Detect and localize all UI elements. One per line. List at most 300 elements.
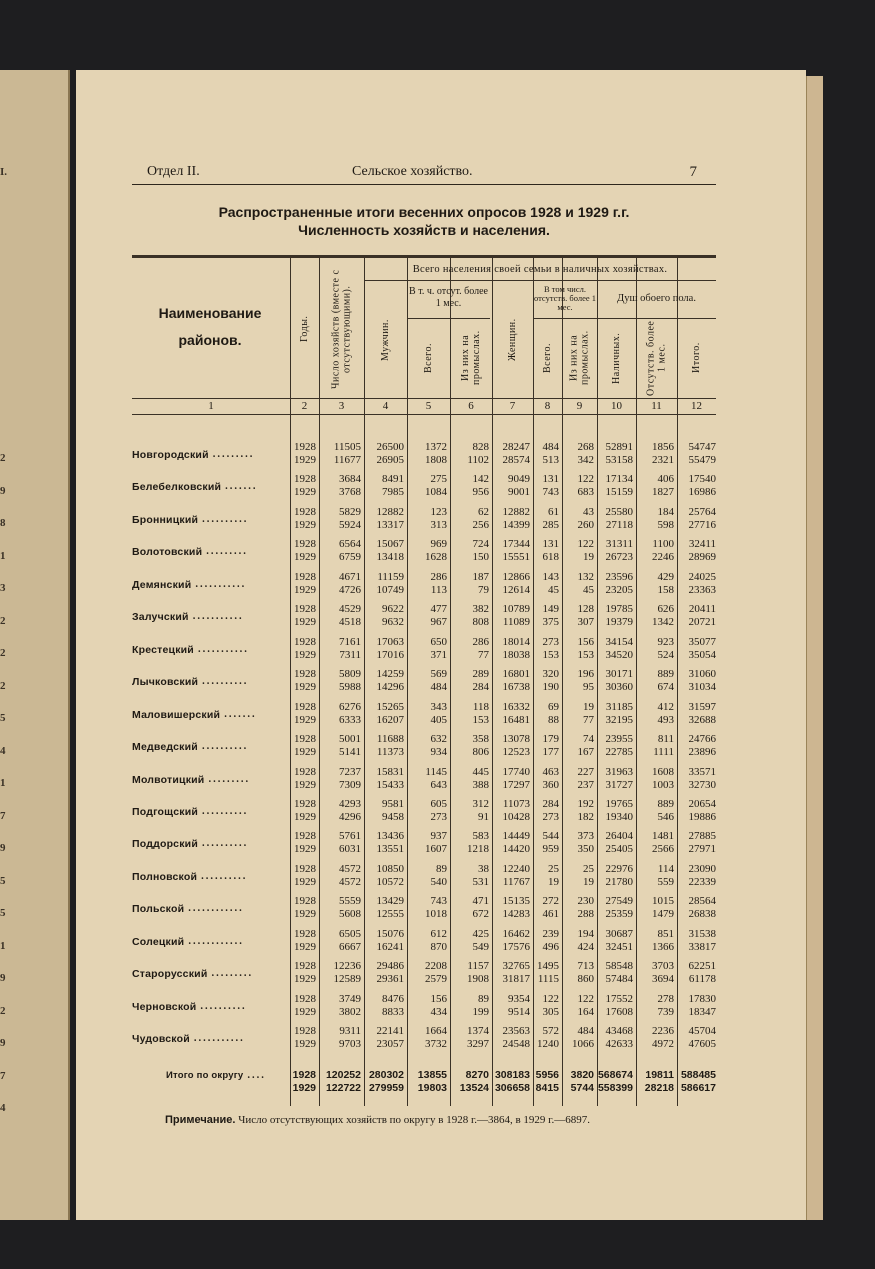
value-cell: 1018 xyxy=(425,908,447,921)
year-cell: 1929 xyxy=(294,973,316,986)
value-cell: 7161 xyxy=(339,635,361,648)
value-cell: 320 xyxy=(542,668,559,681)
value-cell: 496 xyxy=(542,940,559,953)
left-page-mark: 2 xyxy=(0,647,6,659)
value-cell: 177 xyxy=(542,746,559,759)
value-cell: 33817 xyxy=(688,940,716,953)
value-cell: 406 xyxy=(657,473,674,486)
value-cell: 9311 xyxy=(339,1025,361,1038)
value-cell: 25580 xyxy=(605,505,633,518)
value-cell: 179 xyxy=(542,733,559,746)
leader-dots: .......... xyxy=(201,870,248,882)
value-cell: 6759 xyxy=(339,551,361,564)
value-cell: 11688 xyxy=(376,733,404,746)
value-cell: 15067 xyxy=(376,538,404,551)
value-cell: 4572 xyxy=(339,875,361,888)
page-edge-right xyxy=(806,76,823,1220)
value-cell: 15831 xyxy=(376,765,404,778)
value-cell: 15265 xyxy=(376,700,404,713)
value-cell: 3802 xyxy=(339,1005,361,1018)
value-cell: 12240 xyxy=(502,862,530,875)
value-cell: 4529 xyxy=(339,603,361,616)
column-header-text: Годы. xyxy=(299,315,310,343)
value-cell: 21780 xyxy=(605,875,633,888)
year-cell: 1929 xyxy=(294,1038,316,1051)
district-name: Солецкий xyxy=(132,935,185,948)
value-cell: 150 xyxy=(472,551,489,564)
value-cell: 14399 xyxy=(502,518,530,531)
value-cell: 13524 xyxy=(459,1082,489,1095)
value-cell: 268 xyxy=(577,441,594,453)
column-number: 11 xyxy=(651,400,662,412)
year-cell: 1929 xyxy=(294,583,316,596)
year-cell: 1928 xyxy=(294,765,316,778)
value-cell: 23205 xyxy=(605,583,633,596)
value-cell: 8476 xyxy=(382,992,404,1005)
column-header-text: Всего. xyxy=(423,342,434,374)
value-cell: 11089 xyxy=(502,616,530,629)
value-cell: 412 xyxy=(657,700,674,713)
value-cell: 38 xyxy=(478,862,489,875)
value-cell: 405 xyxy=(430,713,447,726)
left-page-mark: 9 xyxy=(0,972,6,984)
value-cell: 26905 xyxy=(376,454,404,466)
value-cell: 28564 xyxy=(688,895,716,908)
column-header-text: Итого. xyxy=(691,342,702,374)
leader-dots: ............ xyxy=(188,903,244,915)
value-cell: 484 xyxy=(542,441,559,453)
value-cell: 375 xyxy=(542,616,559,629)
value-cell: 572 xyxy=(542,1025,559,1038)
value-cell: 16481 xyxy=(502,713,530,726)
value-cell: 19811 xyxy=(645,1069,674,1082)
value-cell: 23896 xyxy=(688,746,716,759)
column-header xyxy=(677,320,716,396)
year-cell: 1929 xyxy=(294,843,316,856)
value-cell: 12589 xyxy=(333,973,361,986)
value-cell: 12882 xyxy=(502,505,530,518)
group-header: Всего населения своей семьи в наличных хозяйствах. xyxy=(412,264,668,275)
left-page-mark: 2 xyxy=(0,679,6,692)
value-cell: 1102 xyxy=(467,454,489,466)
value-cell: 187 xyxy=(472,570,489,583)
column-header xyxy=(450,320,492,396)
value-cell: 19765 xyxy=(605,797,633,810)
year-cell: 1928 xyxy=(294,700,316,713)
value-cell: 286 xyxy=(472,635,489,648)
value-cell: 272 xyxy=(542,895,559,908)
value-cell: 23955 xyxy=(605,733,633,746)
value-cell: 280302 xyxy=(368,1069,404,1082)
value-cell: 237 xyxy=(577,778,594,791)
value-cell: 153 xyxy=(577,648,594,661)
value-cell: 35077 xyxy=(688,635,716,648)
value-cell: 1084 xyxy=(425,486,447,499)
value-cell: 7311 xyxy=(339,648,361,661)
value-cell: 32765 xyxy=(502,960,530,973)
value-cell: 19379 xyxy=(605,616,633,629)
year-cell: 1929 xyxy=(294,551,316,564)
value-cell: 11073 xyxy=(502,797,530,810)
district-name: Маловишерский xyxy=(132,708,221,721)
value-cell: 1479 xyxy=(652,908,674,921)
year-cell: 1929 xyxy=(294,486,316,499)
header-rule xyxy=(132,184,716,185)
value-cell: 12614 xyxy=(502,583,530,596)
value-cell: 626 xyxy=(657,603,674,616)
value-cell: 743 xyxy=(542,486,559,499)
value-cell: 650 xyxy=(430,635,447,648)
year-cell: 1929 xyxy=(294,810,316,823)
value-cell: 275 xyxy=(430,473,447,486)
value-cell: 5956 xyxy=(535,1069,559,1082)
value-cell: 20654 xyxy=(688,797,716,810)
year-cell: 1929 xyxy=(294,616,316,629)
value-cell: 18347 xyxy=(688,1005,716,1018)
table-row xyxy=(132,765,716,797)
table-row xyxy=(132,797,716,829)
left-page-mark: 2 xyxy=(0,452,6,464)
value-cell: 22785 xyxy=(605,746,633,759)
value-cell: 31311 xyxy=(605,538,633,551)
value-cell: 19 xyxy=(548,875,559,888)
table-row xyxy=(132,602,716,634)
value-cell: 937 xyxy=(430,830,447,843)
column-header xyxy=(533,320,562,396)
value-cell: 77 xyxy=(583,713,594,726)
value-cell: 544 xyxy=(542,830,559,843)
value-cell: 5809 xyxy=(339,668,361,681)
year-cell: 1928 xyxy=(294,635,316,648)
value-cell: 286 xyxy=(430,570,447,583)
value-cell: 17552 xyxy=(605,992,633,1005)
year-cell: 1929 xyxy=(294,1005,316,1018)
value-cell: 540 xyxy=(430,875,447,888)
value-cell: 828 xyxy=(472,441,489,453)
leader-dots: .......... xyxy=(200,1000,247,1012)
left-page-mark: 2 xyxy=(0,614,6,627)
value-cell: 230 xyxy=(577,895,594,908)
value-cell: 1003 xyxy=(652,778,674,791)
value-cell: 13551 xyxy=(376,843,404,856)
year-cell: 1928 xyxy=(294,797,316,810)
value-cell: 568674 xyxy=(597,1069,633,1082)
value-cell: 1372 xyxy=(425,441,447,453)
district-name: Залучский xyxy=(132,611,189,624)
value-cell: 14283 xyxy=(502,908,530,921)
value-cell: 2321 xyxy=(652,454,674,466)
table-row xyxy=(132,440,716,472)
column-header xyxy=(562,320,597,396)
value-cell: 182 xyxy=(577,810,594,823)
group-header-rule xyxy=(364,280,716,281)
value-cell: 19 xyxy=(583,551,594,564)
value-cell: 8270 xyxy=(465,1069,489,1082)
value-cell: 31963 xyxy=(605,765,633,778)
value-cell: 14296 xyxy=(376,681,404,694)
value-cell: 61178 xyxy=(688,973,716,986)
district-name: Полновской xyxy=(132,870,198,883)
value-cell: 11767 xyxy=(502,875,530,888)
value-cell: 371 xyxy=(430,648,447,661)
value-cell: 27885 xyxy=(688,830,716,843)
value-cell: 156 xyxy=(430,992,447,1005)
value-cell: 19785 xyxy=(605,603,633,616)
value-cell: 16986 xyxy=(688,486,716,499)
value-cell: 388 xyxy=(472,778,489,791)
value-cell: 8833 xyxy=(382,1005,404,1018)
value-cell: 1240 xyxy=(537,1038,559,1051)
year-cell: 1929 xyxy=(294,454,316,466)
value-cell: 9001 xyxy=(508,486,530,499)
value-cell: 969 xyxy=(430,538,447,551)
value-cell: 9458 xyxy=(382,810,404,823)
value-cell: 1908 xyxy=(467,973,489,986)
value-cell: 743 xyxy=(430,895,447,908)
value-cell: 15551 xyxy=(502,551,530,564)
value-cell: 5761 xyxy=(339,830,361,843)
value-cell: 227 xyxy=(577,765,594,778)
year-cell: 1928 xyxy=(294,733,316,746)
value-cell: 289 xyxy=(472,668,489,681)
value-cell: 61 xyxy=(548,505,559,518)
district-name: Медведский xyxy=(132,741,198,754)
value-cell: 279959 xyxy=(368,1082,404,1095)
value-cell: 17063 xyxy=(376,635,404,648)
value-cell: 30687 xyxy=(605,927,633,940)
value-cell: 1066 xyxy=(572,1038,594,1051)
column-header xyxy=(492,284,533,396)
value-cell: 549 xyxy=(472,940,489,953)
district-name: Бронницкий xyxy=(132,513,199,526)
left-page-mark: 9 xyxy=(0,484,6,497)
leader-dots: ........... xyxy=(192,611,244,623)
district-name: Волотовский xyxy=(132,546,203,559)
value-cell: 43468 xyxy=(605,1025,633,1038)
leader-dots: ........... xyxy=(193,1033,245,1045)
value-cell: 9049 xyxy=(508,473,530,486)
year-cell: 1929 xyxy=(294,518,316,531)
value-cell: 513 xyxy=(542,454,559,466)
value-cell: 3694 xyxy=(652,973,674,986)
value-cell: 4726 xyxy=(339,583,361,596)
value-cell: 959 xyxy=(542,843,559,856)
value-cell: 632 xyxy=(430,733,447,746)
value-cell: 956 xyxy=(472,486,489,499)
table-row xyxy=(132,829,716,861)
value-cell: 1366 xyxy=(652,940,674,953)
table-row xyxy=(132,505,716,537)
year-cell: 1929 xyxy=(294,908,316,921)
value-cell: 122722 xyxy=(325,1082,361,1095)
value-cell: 118 xyxy=(472,700,489,713)
value-cell: 5141 xyxy=(339,746,361,759)
value-cell: 373 xyxy=(577,830,594,843)
value-cell: 9581 xyxy=(382,797,404,810)
value-cell: 10572 xyxy=(376,875,404,888)
column-header xyxy=(290,262,319,396)
column-number: 7 xyxy=(509,400,516,412)
value-cell: 5001 xyxy=(339,733,361,746)
table-row xyxy=(132,894,716,926)
value-cell: 569 xyxy=(430,668,447,681)
value-cell: 34154 xyxy=(605,635,633,648)
value-cell: 1115 xyxy=(537,973,559,986)
left-page-mark: 7 xyxy=(0,809,6,822)
value-cell: 30360 xyxy=(605,681,633,694)
value-cell: 16738 xyxy=(502,681,530,694)
left-page-mark: 1 xyxy=(0,549,6,562)
value-cell: 132 xyxy=(577,570,594,583)
column-number: 2 xyxy=(301,400,308,412)
table-row xyxy=(132,472,716,504)
value-cell: 31034 xyxy=(688,681,716,694)
value-cell: 25764 xyxy=(688,505,716,518)
column-header-text: Мужчин. xyxy=(380,319,391,361)
value-cell: 870 xyxy=(430,940,447,953)
value-cell: 25 xyxy=(583,862,594,875)
year-cell: 1928 xyxy=(294,603,316,616)
value-cell: 113 xyxy=(430,583,447,596)
value-cell: 343 xyxy=(430,700,447,713)
value-cell: 2236 xyxy=(652,1025,674,1038)
value-cell: 1100 xyxy=(652,538,674,551)
value-cell: 30171 xyxy=(605,668,633,681)
value-cell: 32730 xyxy=(688,778,716,791)
value-cell: 6276 xyxy=(339,700,361,713)
district-name: Молвотицкий xyxy=(132,773,205,786)
table-row xyxy=(132,570,716,602)
district-name: Чудовской xyxy=(132,1033,190,1046)
value-cell: 558399 xyxy=(597,1082,633,1095)
column-header-text: Из них на промыслах. xyxy=(460,330,482,386)
value-cell: 713 xyxy=(577,960,594,973)
value-cell: 19340 xyxy=(605,810,633,823)
leader-dots: ....... xyxy=(224,708,257,720)
table-row xyxy=(132,862,716,894)
value-cell: 192 xyxy=(577,797,594,810)
value-cell: 47605 xyxy=(688,1038,716,1051)
value-cell: 22339 xyxy=(688,875,716,888)
value-cell: 17540 xyxy=(688,473,716,486)
value-cell: 131 xyxy=(542,473,559,486)
souls-rule xyxy=(597,318,716,319)
value-cell: 1607 xyxy=(425,843,447,856)
year-cell: 1929 xyxy=(294,940,316,953)
year-cell: 1929 xyxy=(294,648,316,661)
year-cell: 1928 xyxy=(294,862,316,875)
top-background xyxy=(0,0,875,70)
leader-dots: ............ xyxy=(188,935,244,947)
value-cell: 16801 xyxy=(502,668,530,681)
year-cell: 1928 xyxy=(294,927,316,940)
value-cell: 23090 xyxy=(688,862,716,875)
value-cell: 62 xyxy=(478,505,489,518)
value-cell: 131 xyxy=(542,538,559,551)
value-cell: 1157 xyxy=(467,960,489,973)
column-header xyxy=(364,284,407,396)
name-header-line1: Наименование xyxy=(158,305,262,321)
value-cell: 26500 xyxy=(376,441,404,453)
value-cell: 273 xyxy=(542,635,559,648)
year-cell: 1929 xyxy=(294,778,316,791)
value-cell: 586617 xyxy=(680,1082,716,1095)
value-cell: 3684 xyxy=(339,473,361,486)
value-cell: 7309 xyxy=(339,778,361,791)
value-cell: 27971 xyxy=(688,843,716,856)
value-cell: 19803 xyxy=(417,1082,447,1095)
value-cell: 306658 xyxy=(494,1082,530,1095)
left-page-mark: 4 xyxy=(0,744,6,757)
value-cell: 74 xyxy=(583,733,594,746)
value-cell: 34520 xyxy=(605,648,633,661)
value-cell: 17134 xyxy=(605,473,633,486)
value-cell: 278 xyxy=(657,992,674,1005)
value-cell: 120252 xyxy=(325,1069,361,1082)
value-cell: 5744 xyxy=(570,1082,594,1095)
footnote-text: Число отсутствующих хозяйств по округу в 1928 г.—3864, в 1929 г.—6897. xyxy=(238,1114,590,1126)
value-cell: 967 xyxy=(430,616,447,629)
value-cell: 1856 xyxy=(652,441,674,453)
column-header xyxy=(636,320,677,396)
value-cell: 382 xyxy=(472,603,489,616)
year-cell: 1928 xyxy=(294,668,316,681)
value-cell: 5988 xyxy=(339,681,361,694)
table-subtitle: Численность хозяйств и населения. xyxy=(298,222,550,238)
value-cell: 122 xyxy=(542,992,559,1005)
souls-header: Душ обоего пола. xyxy=(617,293,696,304)
column-number: 5 xyxy=(425,400,432,412)
value-cell: 122 xyxy=(577,992,594,1005)
value-cell: 89 xyxy=(478,992,489,1005)
column-header xyxy=(319,262,364,396)
leader-dots: ........... xyxy=(195,578,247,590)
value-cell: 18014 xyxy=(502,635,530,648)
value-cell: 7985 xyxy=(382,486,404,499)
value-cell: 1111 xyxy=(653,746,674,759)
value-cell: 1481 xyxy=(652,830,674,843)
value-cell: 17608 xyxy=(605,1005,633,1018)
table-row xyxy=(132,537,716,569)
value-cell: 9703 xyxy=(339,1038,361,1051)
value-cell: 618 xyxy=(542,551,559,564)
table-row xyxy=(132,732,716,764)
value-cell: 312 xyxy=(472,797,489,810)
value-cell: 12882 xyxy=(376,505,404,518)
value-cell: 19 xyxy=(583,700,594,713)
year-cell: 1928 xyxy=(294,1025,316,1038)
value-cell: 23596 xyxy=(605,570,633,583)
leader-dots: .... xyxy=(247,1070,266,1082)
value-cell: 806 xyxy=(472,746,489,759)
value-cell: 434 xyxy=(430,1005,447,1018)
column-number: 3 xyxy=(338,400,345,412)
year-cell: 1928 xyxy=(294,895,316,908)
absent-women-header: В том числ. отсутств. более 1 мес. xyxy=(533,284,597,312)
value-cell: 5924 xyxy=(339,518,361,531)
value-cell: 153 xyxy=(542,648,559,661)
value-cell: 17016 xyxy=(376,648,404,661)
value-cell: 35054 xyxy=(688,648,716,661)
column-header xyxy=(597,320,636,396)
value-cell: 11159 xyxy=(377,570,404,583)
value-cell: 26723 xyxy=(605,551,633,564)
column-header-text: Всего. xyxy=(542,342,553,374)
value-cell: 2208 xyxy=(425,960,447,973)
table-row xyxy=(132,992,716,1024)
value-cell: 934 xyxy=(430,746,447,759)
leader-dots: ....... xyxy=(225,481,258,493)
